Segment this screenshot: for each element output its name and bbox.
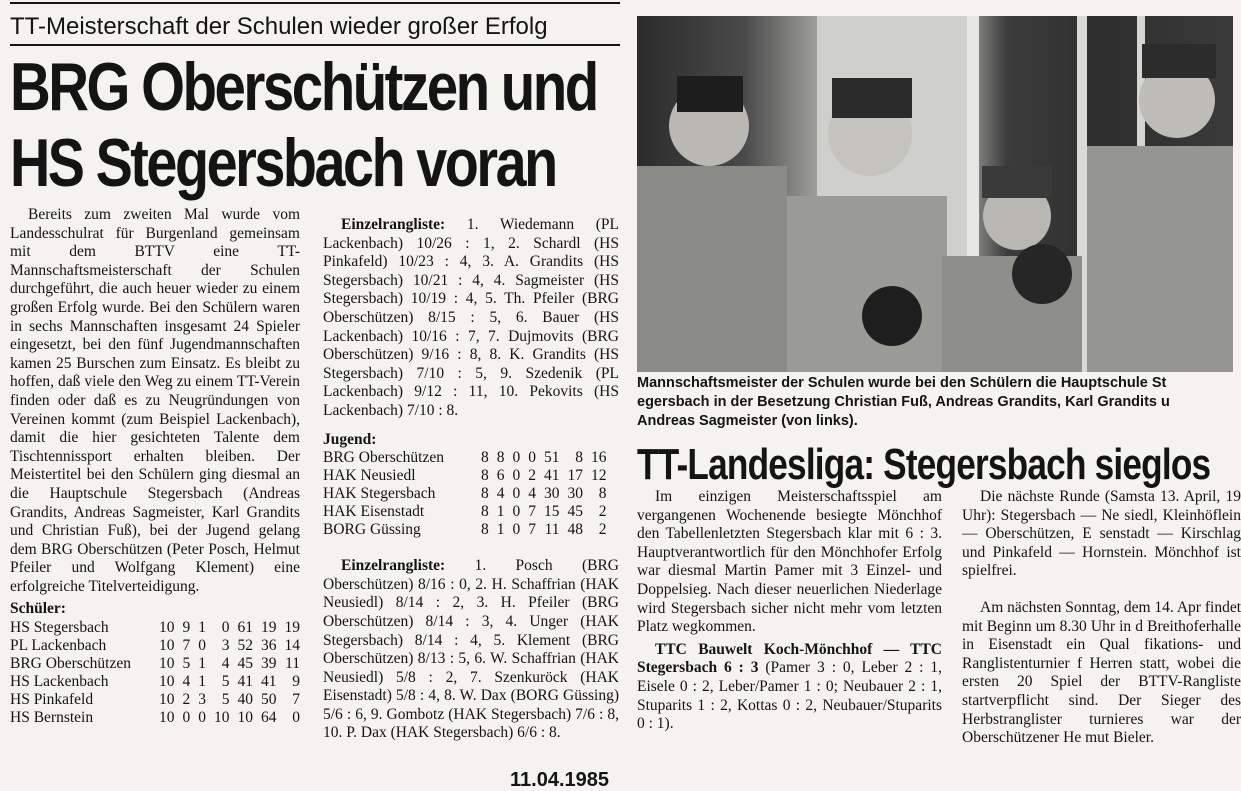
standings-row — [10, 691, 300, 709]
stat-cell: 45 — [237, 655, 253, 673]
team-name: HS Stegersbach — [10, 619, 109, 637]
caption-line: Andreas Sagmeister (von links). — [637, 413, 858, 429]
stat-cell: 51 — [544, 449, 560, 467]
stat-cell: 48 — [567, 521, 583, 539]
stat-cell: 3 — [221, 637, 230, 655]
stat-cell: 1 — [198, 673, 206, 691]
einzelrangliste-schueler — [323, 216, 619, 421]
stat-cell: 2 — [598, 521, 607, 539]
standings-row — [323, 521, 607, 539]
stat-cell: 9 — [292, 673, 300, 691]
team-name: PL Lackenbach — [10, 637, 107, 655]
stat-cell: 30 — [544, 485, 560, 503]
stat-cell: 1 — [496, 503, 505, 521]
einzelrangliste-jugend — [323, 557, 619, 743]
stat-cell: 8 — [481, 449, 489, 467]
article-column-1 — [10, 206, 300, 727]
stat-cell: 41 — [237, 673, 253, 691]
landesliga-column-1 — [637, 488, 942, 734]
einzelrangliste-text: 1. Wiedemann (PL Lackenbach) 10/26 : 1, 2. Schardl (HS Pinkafeld) 10/23 : 4, 3. A. Grandits (HS Stegersbach) 10/21 : 4, 4. Sagmeister (HS Stegersbach) 10/19 : 4, 5. Th. Pfeiler (BRG Oberschützen) 8/15 : 5, 6. Bauer (HS Lackenbach) 10/16 : 7, 7. Dujmovits (BRG Oberschützen) 9/16 : 8, 8. K. Grandits (HS Stegersbach) 7/10 : 5, 9. Szedenik (PL Lackenbach) 9/12 : 11, 10. Pekovits (HS Lackenbach) 7/10 : 8. — [323, 216, 620, 419]
einzelrangliste-label: Einzelrangliste: — [341, 216, 446, 233]
stat-cell: 8 — [496, 449, 505, 467]
stat-cell: 8 — [481, 467, 489, 485]
stat-cell: 11 — [285, 655, 300, 673]
stat-cell: 41 — [261, 673, 277, 691]
stat-cell: 0 — [512, 521, 521, 539]
team-photo-illustration — [637, 16, 1233, 372]
stat-cell: 7 — [528, 521, 536, 539]
stat-cell: 0 — [198, 637, 206, 655]
stat-cell: 7 — [182, 637, 191, 655]
stat-cell: 0 — [512, 503, 521, 521]
stat-cell: 4 — [182, 673, 191, 691]
stat-cell: 0 — [528, 449, 536, 467]
stat-cell: 10 — [237, 709, 253, 727]
publication-date: 11.04.1985 — [510, 769, 609, 791]
stat-cell: 8 — [575, 449, 583, 467]
stat-cell: 0 — [221, 619, 230, 637]
stat-cell: 64 — [261, 709, 277, 727]
stat-cell: 0 — [182, 709, 191, 727]
stat-cell: 19 — [284, 619, 300, 637]
team-name: BORG Güssing — [323, 521, 421, 539]
einzelrangliste-text: 1. Posch (BRG Oberschützen) 8/16 : 0, 2. H. Schaffrian (HAK Neusiedl) 8/14 : 2, 3. H. Pfeiler (BRG Oberschützen) 8/14 : 3, 4. Unger (HAK Stegersbach) 8/14 : 4, 5. Klement (BRG Oberschützen) 8/13 : 5, 6. W. Schaffrian (HAK Neusiedl) 5/8 : 2, 7. Szenkuröck (HAK Eisenstadt) 5/8 : 4, 8. W. Dax (BORG Güssing) 5/6 : 6, 9. Gombotz (HAK Stegersbach) 7/6 : 8, 10. P. Dax (HAK Stegersbach) 6/6 : 8. — [323, 557, 619, 742]
landesliga-column-2 — [962, 488, 1241, 748]
landesliga-headline-text: TT-Landesliga: Stegersbach sieglos — [637, 440, 1211, 489]
stat-cell: 1 — [496, 521, 505, 539]
stat-cell: 17 — [567, 467, 583, 485]
stat-cell: 1 — [198, 655, 206, 673]
stat-cell: 3 — [198, 691, 206, 709]
stat-cell: 15 — [544, 503, 560, 521]
stat-cell: 8 — [481, 503, 489, 521]
stat-cell: 4 — [221, 655, 230, 673]
stat-cell: 10 — [214, 709, 230, 727]
standings-row — [10, 673, 300, 691]
jugend-table — [323, 449, 607, 539]
stat-cell: 0 — [512, 467, 521, 485]
stat-cell: 40 — [237, 691, 253, 709]
stat-cell: 4 — [496, 485, 505, 503]
standings-row — [10, 637, 300, 655]
stat-cell: 0 — [512, 449, 521, 467]
stat-cell: 5 — [221, 691, 230, 709]
landesliga-paragraph: Im einzigen Meisterschaftsspiel am vergangenen Wochenende besiegte Mönchhof den Tabellenletzten Stegersbach klar mit 6 : 3. Hauptverantwortlich für den Mönchhofer Erfolg war diesmal Martin Pamer mit 3 Einzel- und Doppelsieg. Nach dieser neuerlichen Niederlage wird Stegersbach sicher nicht mehr vom letzten Platz wegkommen. — [637, 488, 942, 636]
standings-row — [10, 619, 300, 637]
standings-row — [323, 467, 607, 485]
stat-cell: 30 — [567, 485, 583, 503]
stat-cell: 45 — [567, 503, 583, 521]
match-result-text: (Pamer 3 : 0, Leber 2 : 1, Eisele 0 : 2, Leber/Pamer 1 : 0; Neubauer 2 : 1, Stuparits 1 : 2, Kottas 0 : 2, Neubauer/Stuparits 0 : 1). — [637, 659, 943, 733]
stat-cell: 2 — [182, 691, 191, 709]
stat-cell: 10 — [159, 655, 175, 673]
stat-cell: 10 — [159, 673, 175, 691]
stat-cell: 36 — [261, 637, 277, 655]
stat-cell: 10 — [159, 691, 175, 709]
caption-line: egersbach in der Besetzung Christian Fuß, Andreas Grandits, Karl Grandits u — [637, 394, 1170, 410]
stat-cell: 10 — [159, 709, 175, 727]
stat-cell: 10 — [159, 619, 175, 637]
stat-cell: 7 — [292, 691, 300, 709]
team-name: BRG Oberschützen — [323, 449, 444, 467]
jugend-heading: Jugend: — [323, 430, 377, 448]
landesliga-headline — [637, 440, 1241, 490]
stat-cell: 39 — [261, 655, 277, 673]
intro-paragraph: Bereits zum zweiten Mal wurde vom Landesschulrat für Burgenland gemeinsam mit dem BTTV eine TT-Mannschaftsmeisterschaft der Schulen durchgeführt, die auch heuer wieder zu einem großen Erfolg wurde. Bei den Schülern waren in sechs Mannschaften insgesamt 24 Spieler eingesetzt, bei den fünf Jugendmannschaften kamen 25 Burschen zum Einsatz. Es bleibt zu hoffen, daß viele den Weg zu einem TT-Verein finden oder daß es zu Neugründungen von Vereinen kommt (zum Beispiel Lackenbach), damit die hier gesichteten Talente dem Tischtennissport erhalten bleiben. Der Meistertitel bei den Schülern ging diesmal an die Hauptschule Stegersbach (Andreas Grandits, Andreas Sagmeister, Karl Grandits und Christian Fuß), bei der Jugend gelang dem BRG Oberschützen (Peter Posch, Helmut Pfeiler und Wolfgang Klement) eine erfolgreiche Titelverteidigung. — [10, 206, 300, 595]
stat-cell: 9 — [182, 619, 191, 637]
next-round-paragraph: Die nächste Runde (Samsta 13. April, 19 Uhr): Stegersbach — Ne siedl, Kleinhöflein — Oberschützen, E senstadt — Kirschlag und Pinkafeld — Hornstein. Mönchhof ist spielfrei. — [962, 488, 1241, 580]
caption-line: Mannschaftsmeister der Schulen wurde bei den Schülern die Hauptschule St — [637, 375, 1167, 391]
team-name: HS Bernstein — [10, 709, 94, 727]
stat-cell: 1 — [198, 619, 206, 637]
standings-row — [10, 655, 300, 673]
stat-cell: 8 — [481, 521, 489, 539]
headline-line-1: BRG Oberschützen und — [10, 49, 597, 125]
einzelrangliste-label: Einzelrangliste: — [341, 557, 446, 575]
stat-cell: 52 — [237, 637, 253, 655]
stat-cell: 5 — [182, 655, 191, 673]
stat-cell: 4 — [528, 485, 536, 503]
stat-cell: 0 — [292, 709, 300, 727]
photo-caption — [637, 374, 1233, 431]
schueler-table — [10, 619, 300, 727]
tournament-paragraph: Am nächsten Sonntag, dem 14. Apr findet mit Beginn um 8.30 Uhr in d Breithoferhalle in Eisenstadt ein Qual fikations- und Ranglistenturnier f Herren statt, wobei die ersten 20 Spiel der BTTV-Rangliste startverpflicht sind. Der Sieger des Herbstranglister turnieres war der Oberschützener He mut Bieler. — [962, 598, 1241, 747]
team-name: HS Pinkafeld — [10, 691, 94, 709]
headline-line-2: HS Stegersbach voran — [10, 125, 556, 201]
standings-row — [323, 485, 607, 503]
standings-row — [323, 449, 607, 467]
team-name: HAK Neusiedl — [323, 467, 416, 485]
stat-cell: 8 — [598, 485, 607, 503]
stat-cell: 50 — [261, 691, 277, 709]
stat-cell: 0 — [198, 709, 206, 727]
stat-cell: 2 — [528, 467, 536, 485]
match-result — [637, 641, 942, 734]
stat-cell: 11 — [544, 521, 560, 539]
top-rule — [10, 2, 620, 10]
stat-cell: 2 — [598, 503, 607, 521]
stat-cell: 7 — [528, 503, 536, 521]
kicker: TT-Meisterschaft der Schulen wieder großer Erfolg — [10, 12, 620, 46]
article-column-2 — [323, 216, 619, 743]
team-name: HAK Eisenstadt — [323, 503, 425, 521]
stat-cell: 14 — [284, 637, 300, 655]
standings-row — [323, 503, 607, 521]
team-name: HAK Stegersbach — [323, 485, 436, 503]
stat-cell: 16 — [591, 449, 607, 467]
team-name: HS Lackenbach — [10, 673, 109, 691]
schueler-heading: Schüler: — [10, 600, 66, 618]
stat-cell: 12 — [591, 467, 607, 485]
match-result-heading: TTC Bauwelt Koch-Mönchhof — TTC Stegersbach 6 : 3 — [637, 640, 942, 677]
team-name: BRG Oberschützen — [10, 655, 131, 673]
standings-row — [10, 709, 300, 727]
stat-cell: 10 — [159, 637, 175, 655]
stat-cell: 19 — [261, 619, 277, 637]
stat-cell: 6 — [496, 467, 505, 485]
stat-cell: 8 — [481, 485, 489, 503]
stat-cell: 0 — [512, 485, 521, 503]
team-photo — [637, 16, 1233, 372]
stat-cell: 61 — [237, 619, 253, 637]
stat-cell: 5 — [221, 673, 230, 691]
stat-cell: 41 — [544, 467, 560, 485]
